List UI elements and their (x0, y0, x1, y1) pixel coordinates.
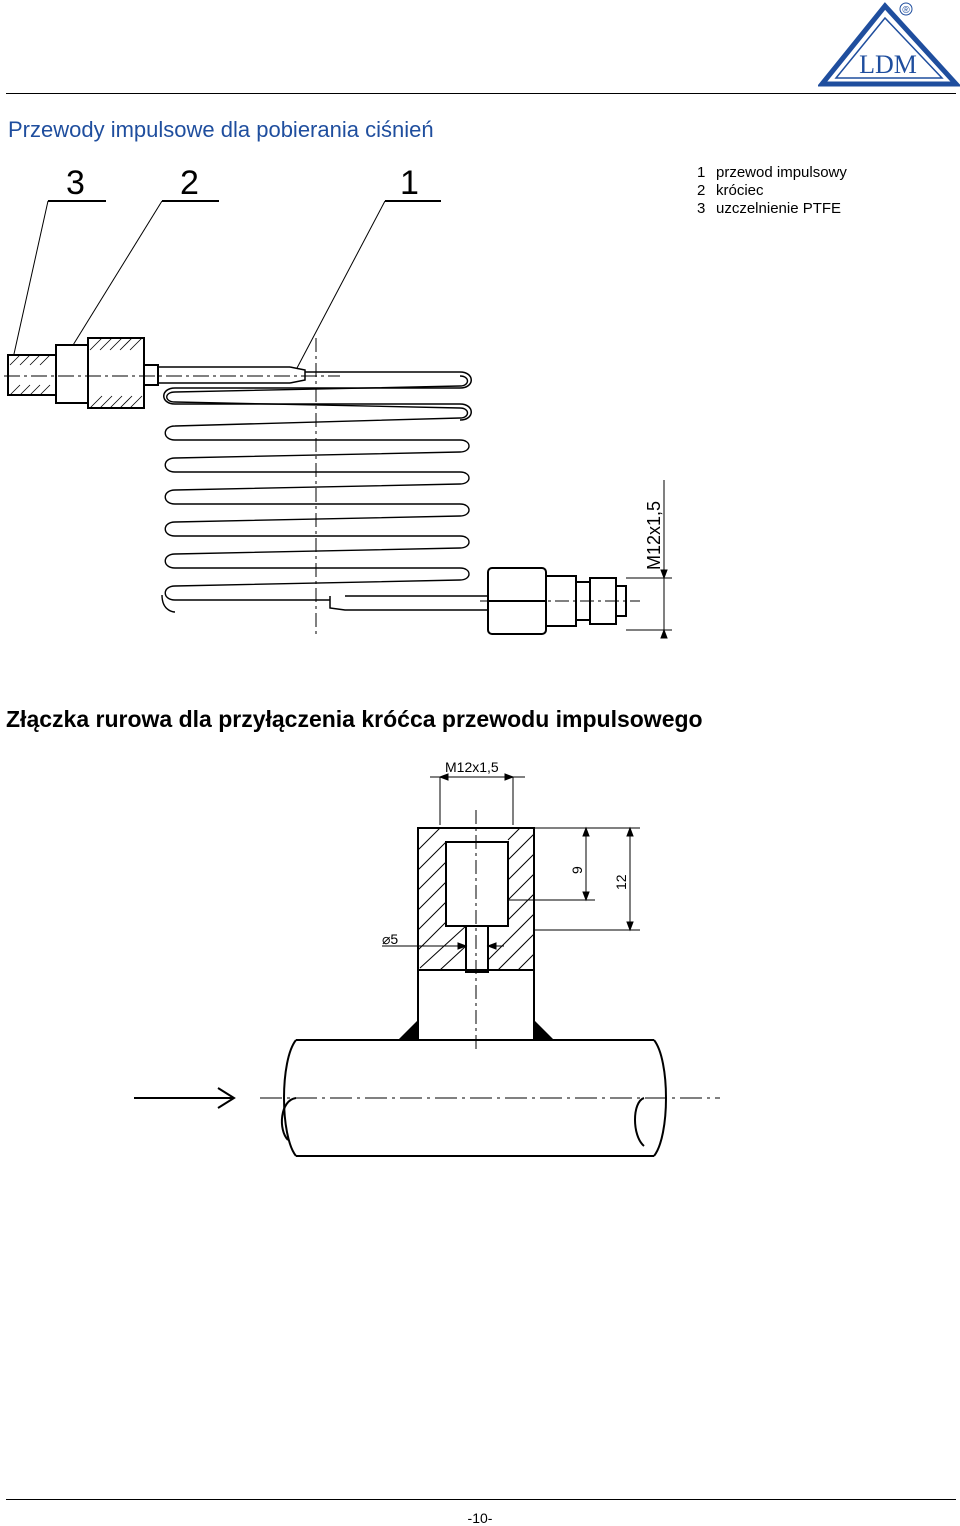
thread-dimension-label-2: M12x1,5 (445, 759, 499, 775)
height-dimension-label: 12 (613, 874, 629, 890)
section1-title: Przewody impulsowe dla pobierania ciśnień (8, 117, 434, 142)
thread-dimension-label: M12x1,5 (644, 500, 664, 570)
callout-3: 3 (66, 164, 85, 202)
pipe-connector-drawing (120, 750, 740, 1170)
registered-mark: ® (902, 5, 910, 16)
depth-dimension-label: 9 (569, 866, 585, 874)
header-rule (6, 93, 956, 94)
legend-item-3: 3 uzczelnienie PTFE (697, 200, 842, 217)
left-fitting (8, 338, 158, 408)
impulse-line-drawing (0, 150, 700, 650)
flow-arrow (134, 1088, 234, 1108)
footer-rule (6, 1499, 956, 1500)
legend-item-2: 2 króciec (697, 182, 764, 199)
page-number: -10- (467, 1510, 493, 1526)
logo-text: LDM (859, 50, 917, 79)
callout-1: 1 (400, 164, 419, 202)
legend-item-1: 1 przewod impulsowy (697, 164, 847, 181)
section2-title: Złączka rurowa dla przyłączenia króćca przewodu impulsowego (6, 706, 703, 732)
ldm-logo (818, 0, 960, 90)
parts-legend (697, 164, 847, 218)
bore-dimension-label: ⌀5 (382, 931, 399, 947)
callout-2: 2 (180, 164, 199, 202)
